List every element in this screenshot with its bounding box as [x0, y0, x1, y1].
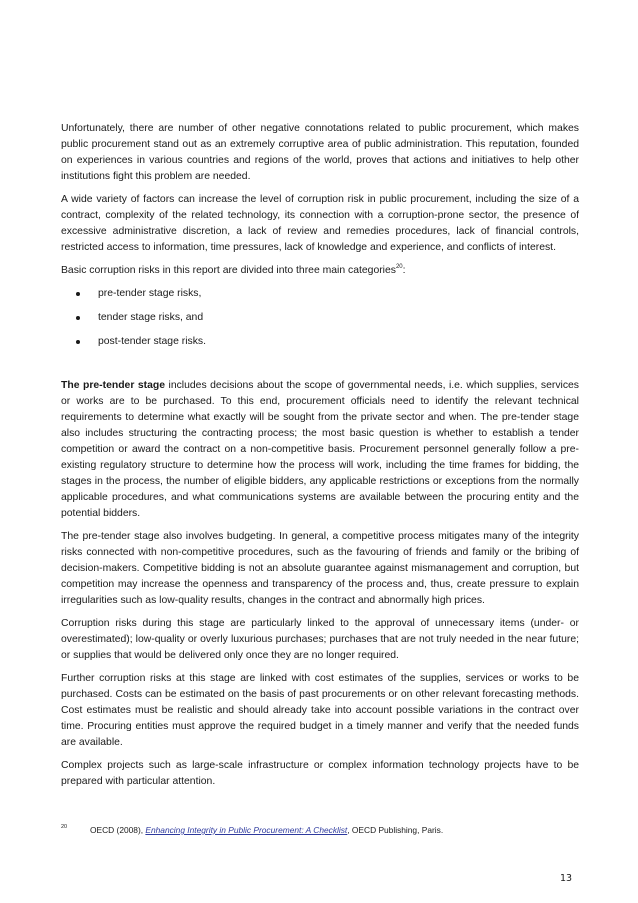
paragraph-budgeting: The pre-tender stage also involves budgeting. In general, a competitive process mitigates many of the integrity risks connected with non-competitive procedures, such as the favouring of friends and family or the bribing of decision-makers. Competitive bidding is not an absolute guarantee against mismanagement and corruption, but competition may increase the openness and transparency of the process and, thus, create pressure to explain irregularities such as low-quality results, changes in the contract and abnormally high prices. — [61, 531, 579, 606]
paragraph-pre-tender-stage — [61, 378, 579, 522]
paragraph-cost-estimates: Further corruption risks at this stage are linked with cost estimates of the supplies, services or works to be purchased. Costs can be estimated on the basis of past procurements or on other relevant forecasting methods. Cost estimates must be realistic and should already take into account possible variations in the contract over time. Procuring entities must approve the required budget in a timely manner and verify that the needed funds are available. — [61, 673, 579, 748]
paragraph-risk-factors: A wide variety of factors can increase the level of corruption risk in public procurement, including the size of a contract, complexity of the related technology, its connection with a corruption-prone sector, the presence of excessive administrative discretion, a lack of review and remedies procedures, lack of financial controls, restricted access to information, time pressures, lack of knowledge and experience, and conflicts of interest. — [61, 194, 579, 253]
footnote-text — [90, 824, 443, 836]
list-item — [61, 310, 579, 326]
paragraph-corruption-risks: Corruption risks during this stage are particularly linked to the approval of unnecessary items (under- or overestimated); low-quality or overly luxurious purchases; purchases that are not truly needed in the near future; or supplies that would be delivered only once they are no longer required. — [61, 618, 579, 661]
paragraph-categories-intro — [61, 263, 579, 279]
list-item — [61, 286, 579, 302]
categories-intro-text: Basic corruption risks in this report are divided into three main categories — [61, 265, 396, 276]
bullet-icon — [76, 316, 80, 320]
list-item-text: tender stage risks, and — [98, 312, 204, 323]
paragraph-negative-connotations: Unfortunately, there are number of other negative connotations related to public procurement, which makes public procurement stand out as an extremely corruptive area of public administration. This reputation, founded on experiences in various countries and regions of the world, proves that actions and initiatives to help other institutions fight this problem are needed. — [61, 123, 579, 182]
bullet-icon — [76, 292, 80, 296]
section-spacer — [61, 358, 579, 378]
bullet-icon — [76, 340, 80, 344]
footnote-reference[interactable]: 20 — [395, 264, 403, 270]
footnote-suffix: , OECD Publishing, Paris. — [347, 825, 444, 835]
pre-tender-stage-text: includes decisions about the scope of governmental needs, i.e. which supplies, services or works are to be purchased. To this end, procurement officials need to identify the relevant technical requirements to determine what exactly will be sought from the private sector and when. The pre-tender stage also includes structuring the contracting process; the most basic question is whether to establish a tender competition or award the contract on a non-competitive basis. Procurement personnel generally follow a pre-existing regulatory structure to determine how the process will work, including the time frames for bidding, the stages in the process, the number of eligible bidders, any applicable restrictions or exceptions from the normally applicable procedures, and what communications systems are available between the procuring entity and the potential bidders. — [61, 380, 580, 519]
paragraph-complex-projects: Complex projects such as large-scale infrastructure or complex information technology projects have to be prepared with particular attention. — [61, 760, 579, 787]
page-number: 13 — [560, 873, 573, 884]
footnote-number: 20 — [61, 824, 68, 830]
footnote-link[interactable]: Enhancing Integrity in Public Procurement: A Checklist — [145, 825, 348, 835]
document-body — [61, 121, 579, 797]
categories-intro-colon: : — [402, 265, 406, 276]
list-item — [61, 334, 579, 350]
list-item-text: post-tender stage risks. — [98, 336, 206, 347]
footnote-prefix: OECD (2008), — [90, 825, 146, 835]
list-item-text: pre-tender stage risks, — [98, 288, 202, 299]
pre-tender-stage-heading: The pre-tender stage — [61, 380, 166, 391]
risk-categories-list — [61, 286, 579, 350]
